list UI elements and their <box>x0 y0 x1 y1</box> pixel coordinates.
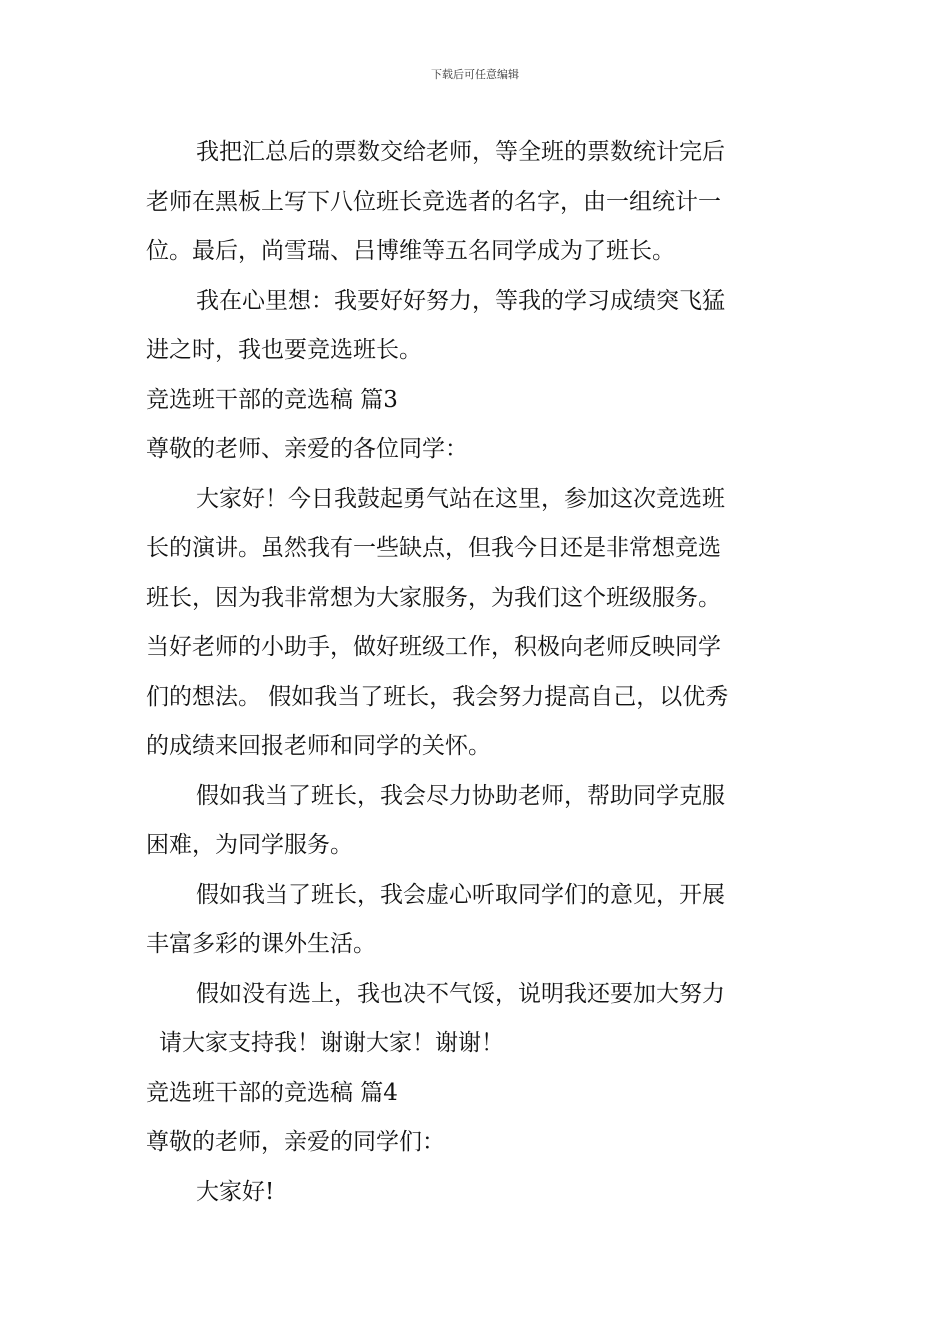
section-heading: 竞选班干部的竞选稿 篇3 <box>146 386 398 413</box>
paragraph-line: 老师在黑板上写下八位班长竞选者的名字，由一组统计一 <box>146 188 721 215</box>
paragraph-line: 当好老师的小助手，做好班级工作，积极向老师反映同学 <box>146 634 721 660</box>
paragraph-line: 我在心里想：我要好好努力，等我的学习成绩突飞猛 <box>196 287 725 314</box>
paragraph-line: 长的演讲。虽然我有一些缺点，但我今日还是非常想竞选 <box>146 535 721 561</box>
salutation: 尊敬的老师，亲爱的同学们： <box>146 1129 445 1155</box>
paragraph-line: 假如我当了班长，我会尽力协助老师，帮助同学克服 <box>196 782 725 809</box>
paragraph-line: 大家好! <box>196 1178 275 1205</box>
paragraph-line: 丰富多彩的课外生活。 <box>146 931 376 957</box>
paragraph-line: 进之时，我也要竞选班长。 <box>146 337 422 363</box>
page-header: 下载后可任意编辑 <box>431 68 519 81</box>
paragraph-line: 请大家支持我！谢谢大家！谢谢！ <box>159 1030 504 1056</box>
section-heading: 竞选班干部的竞选稿 篇4 <box>146 1079 398 1106</box>
paragraph-line: 位。最后，尚雪瑞、吕博维等五名同学成为了班长。 <box>146 238 675 264</box>
paragraph-line: 的成绩来回报老师和同学的关怀。 <box>146 733 491 759</box>
paragraph-line: 班长，因为我非常想为大家服务，为我们这个班级服务。 <box>146 584 721 611</box>
paragraph-line: 们的想法。 假如我当了班长，我会努力提高自己，以优秀 <box>146 683 729 710</box>
paragraph-line: 假如我当了班长，我会虚心听取同学们的意见，开展 <box>196 881 725 908</box>
document-body <box>146 128 806 1217</box>
paragraph-line: 假如没有选上，我也决不气馁，说明我还要加大努力 <box>196 980 725 1007</box>
paragraph-line: 大家好！今日我鼓起勇气站在这里，参加这次竞选班 <box>196 485 725 512</box>
salutation: 尊敬的老师、亲爱的各位同学： <box>146 436 468 462</box>
paragraph-line: 困难，为同学服务。 <box>146 832 353 858</box>
paragraph-line: 我把汇总后的票数交给老师，等全班的票数统计完后 <box>196 139 725 165</box>
